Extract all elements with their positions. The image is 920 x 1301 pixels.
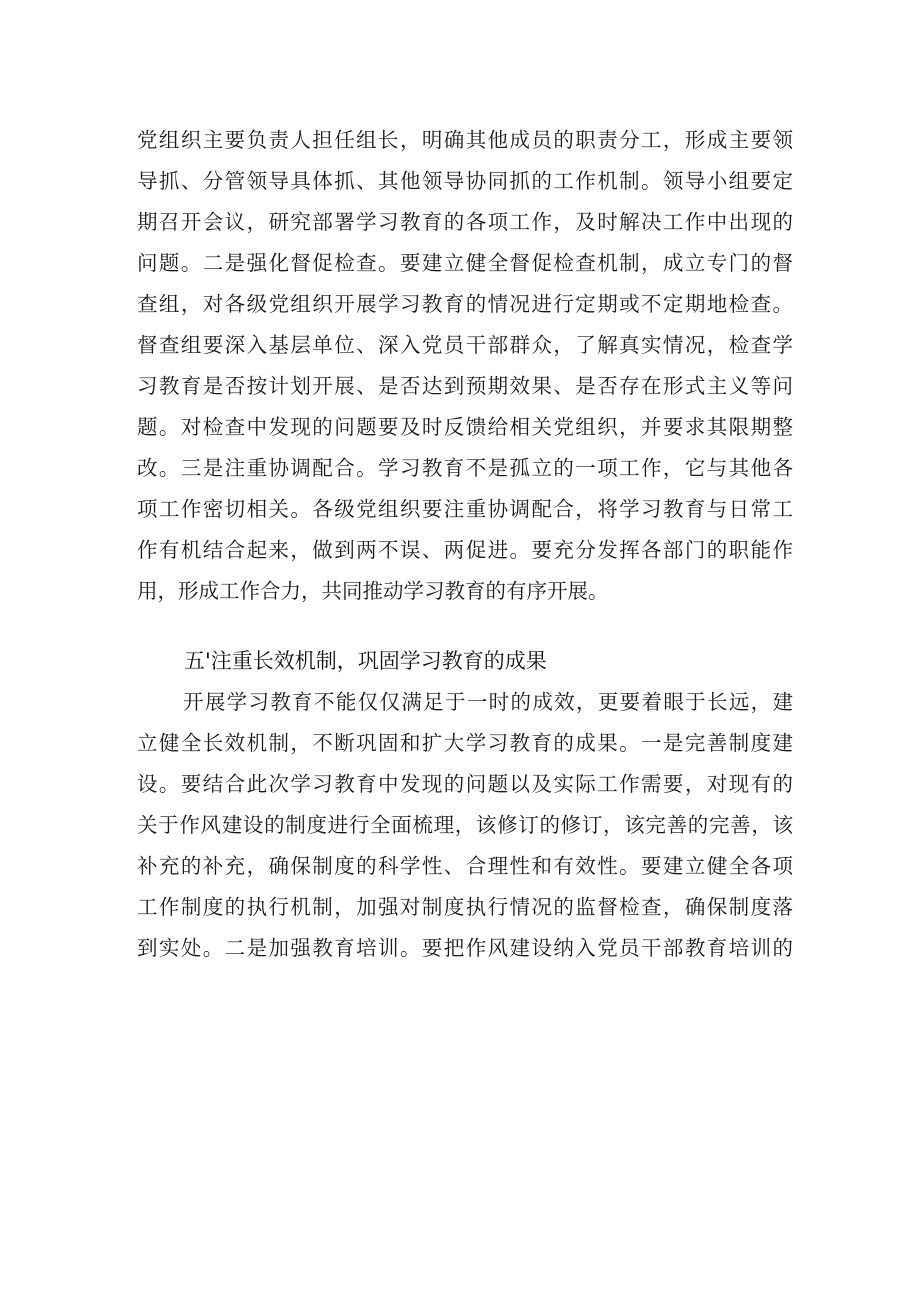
text-line: 查组，对各级党组织开展学习教育的情况进行定期或不定期地检查。 (137, 292, 793, 316)
text-line: 期召开会议，研究部署学习教育的各项工作，及时解决工作中出现的 (137, 210, 793, 234)
text-line: 题。对检查中发现的问题要及时反馈给相关党组织，并要求其限期整 (137, 415, 793, 439)
text-line: 工作制度的执行机制，加强对制度执行情况的监督检查，确保制度落 (137, 895, 793, 919)
text-line: 党组织主要负责人担任组长，明确其他成员的职责分工，形成主要领 (137, 128, 793, 152)
text-line: 到实处。二是加强教育培训。要把作风建设纳入党员干部教育培训的 (137, 936, 793, 960)
text-line: 项工作密切相关。各级党组织要注重协调配合，将学习教育与日常工 (137, 497, 793, 521)
text-line: 补充的补充，确保制度的科学性、合理性和有效性。要建立健全各项 (137, 854, 793, 878)
text-line-last: 用，形成工作合力，共同推动学习教育的有序开展。 (137, 579, 609, 603)
text-line-first: 开展学习教育不能仅仅满足于一时的成效，更要着眼于长远，建 (183, 690, 793, 714)
text-line: 作有机结合起来，做到两不误、两促进。要充分发挥各部门的职能作 (137, 538, 793, 562)
text-line: 关于作风建设的制度进行全面梳理，该修订的修订，该完善的完善，该 (137, 813, 793, 837)
text-line: 导抓、分管领导具体抓、其他领导协同抓的工作机制。领导小组要定 (137, 169, 793, 193)
text-line: 督查组要深入基层单位、深入党员干部群众，了解真实情况，检查学 (137, 333, 793, 357)
text-line: 问题。二是强化督促检查。要建立健全督促检查机制，成立专门的督 (137, 251, 793, 275)
text-line: 设。要结合此次学习教育中发现的问题以及实际工作需要，对现有的 (137, 772, 793, 796)
text-line: 立健全长效机制，不断巩固和扩大学习教育的成果。一是完善制度建 (137, 731, 793, 755)
text-line: 改。三是注重协调配合。学习教育不是孤立的一项工作，它与其他各 (137, 456, 793, 480)
text-line: 习教育是否按计划开展、是否达到预期效果、是否存在形式主义等问 (137, 374, 793, 398)
section-heading: 五'注重长效机制，巩固学习教育的成果 (184, 649, 547, 673)
